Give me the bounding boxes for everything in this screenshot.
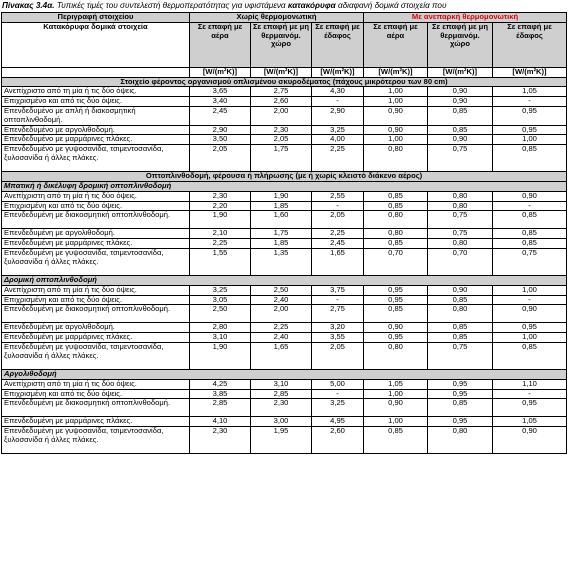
value-cell: 3,85 <box>190 389 251 399</box>
table-row <box>2 427 567 454</box>
value-cell: 0,90 <box>364 399 428 417</box>
u-values-table <box>1 12 567 454</box>
row-label: Επενδεδυμένη με μαρμάρινες πλάκες. <box>2 417 190 427</box>
value-cell: - <box>312 295 364 305</box>
value-cell: 1,55 <box>190 248 251 275</box>
value-cell: 2,55 <box>312 191 364 201</box>
value-cell: 0,85 <box>428 323 493 333</box>
row-label: Επενδεδυμένο με απλή ή διακοσμητική οπτοπλινθοδομή. <box>2 106 190 125</box>
value-cell: 0,85 <box>428 295 493 305</box>
value-cell: 3,75 <box>312 285 364 295</box>
table-row <box>2 323 567 333</box>
table-row <box>2 125 567 135</box>
table-row <box>2 248 567 275</box>
col-ground-1: Σε επαφή με έδαφος <box>312 22 364 67</box>
value-cell: 0,85 <box>428 399 493 417</box>
value-cell: 3,00 <box>251 417 312 427</box>
value-cell: 2,25 <box>251 323 312 333</box>
value-cell: 5,00 <box>312 379 364 389</box>
value-cell: 2,85 <box>251 389 312 399</box>
value-cell: 1,65 <box>251 342 312 369</box>
value-cell: 1,00 <box>364 389 428 399</box>
value-cell: 1,05 <box>493 87 567 97</box>
unit-1: [W/(m²K)] <box>190 67 251 77</box>
table-row <box>2 342 567 369</box>
row-label: Επενδεδυμένο με γυψοσανίδα, τσιμεντοσανίδα, ξυλοσανίδα ή άλλες πλάκες. <box>2 145 190 172</box>
row-label: Επενδεδυμένο με αργολιθοδομή. <box>2 125 190 135</box>
value-cell: 0,95 <box>364 285 428 295</box>
header-row-groups <box>2 13 567 23</box>
row-label: Επενδεδυμένη με αργολιθοδομή. <box>2 323 190 333</box>
value-cell: 2,80 <box>190 323 251 333</box>
table-row <box>2 97 567 107</box>
row-label: Επιχρισμένη και από τις δύο όψεις. <box>2 201 190 211</box>
value-cell: 0,90 <box>493 305 567 323</box>
value-cell: 2,40 <box>251 295 312 305</box>
value-cell: 0,85 <box>428 333 493 343</box>
value-cell: 0,85 <box>428 106 493 125</box>
value-cell: 1,00 <box>493 333 567 343</box>
value-cell: 0,95 <box>493 125 567 135</box>
value-cell: - <box>493 97 567 107</box>
value-cell: 0,80 <box>364 145 428 172</box>
value-cell: - <box>493 295 567 305</box>
value-cell: 0,90 <box>428 285 493 295</box>
subsection-title: Μπατική ή δικέλυφη δρομική οπτοπλινθοδομή <box>2 181 567 191</box>
value-cell: 3,25 <box>312 399 364 417</box>
unit-4: [W/(m²K)] <box>364 67 428 77</box>
value-cell: 0,90 <box>364 323 428 333</box>
value-cell: 2,45 <box>312 239 364 249</box>
value-cell: 0,90 <box>364 106 428 125</box>
table-row <box>2 135 567 145</box>
table-row <box>2 305 567 323</box>
value-cell: 2,90 <box>190 125 251 135</box>
table-row <box>2 389 567 399</box>
value-cell: 0,75 <box>428 229 493 239</box>
value-cell: 3,05 <box>190 295 251 305</box>
col-unheated-2: Σε επαφή με μη θερμαινόμ. χώρο <box>428 22 493 67</box>
table-row <box>2 87 567 97</box>
subsection-header-row <box>2 275 567 285</box>
value-cell: 4,30 <box>312 87 364 97</box>
value-cell: 0,90 <box>428 97 493 107</box>
row-label: Επιχρισμένη και από τις δύο όψεις. <box>2 295 190 305</box>
value-cell: 0,75 <box>428 211 493 229</box>
subsection-header-row <box>2 181 567 191</box>
row-label: Ανεπίχριστη από τη μία ή τις δύο όψεις. <box>2 191 190 201</box>
group-insufficient-insulation: Με ανεπαρκή θερμομονωτική <box>364 13 567 23</box>
row-label: Επενδεδυμένη με αργολιθοδομή. <box>2 229 190 239</box>
unit-2: [W/(m²K)] <box>251 67 312 77</box>
type-header: Κατακόρυφα δομικά στοιχεία <box>2 22 190 67</box>
table-row <box>2 211 567 229</box>
value-cell: 1,75 <box>251 229 312 239</box>
value-cell: 3,10 <box>190 333 251 343</box>
table-row <box>2 295 567 305</box>
table-row <box>2 106 567 125</box>
value-cell: 2,05 <box>251 135 312 145</box>
row-label: Επενδεδυμένη με διακοσμητική οπτοπλινθοδομή. <box>2 305 190 323</box>
value-cell: 0,85 <box>364 201 428 211</box>
value-cell: 2,60 <box>312 427 364 454</box>
row-label: Επενδεδυμένη με γυψοσανίδα, τσιμεντοσανίδα, ξυλοσανίδα ή άλλες πλάκες. <box>2 427 190 454</box>
header-row-columns <box>2 22 567 67</box>
value-cell: 1,60 <box>251 211 312 229</box>
value-cell: 0,95 <box>364 295 428 305</box>
value-cell: 3,40 <box>190 97 251 107</box>
row-label: Επενδεδυμένη με μαρμάρινες πλάκες. <box>2 239 190 249</box>
value-cell: 1,00 <box>493 285 567 295</box>
value-cell: 3,20 <box>312 323 364 333</box>
value-cell: 2,30 <box>190 427 251 454</box>
value-cell: 4,10 <box>190 417 251 427</box>
value-cell: 1,00 <box>364 87 428 97</box>
row-label: Ανεπίχριστο από τη μία ή τις δύο όψεις. <box>2 87 190 97</box>
value-cell: 2,40 <box>251 333 312 343</box>
value-cell: 0,85 <box>493 211 567 229</box>
value-cell: 1,35 <box>251 248 312 275</box>
subsection-title: Αργολιθοδομή <box>2 369 567 379</box>
value-cell: 0,95 <box>428 417 493 427</box>
row-label: Επενδεδυμένο με μαρμάρινες πλάκες. <box>2 135 190 145</box>
value-cell: 0,80 <box>428 191 493 201</box>
row-label: Ανεπίχριστη από τη μία ή τις δύο όψεις. <box>2 379 190 389</box>
value-cell: 1,00 <box>364 97 428 107</box>
value-cell: 0,90 <box>493 427 567 454</box>
value-cell: 2,45 <box>190 106 251 125</box>
value-cell: 2,60 <box>251 97 312 107</box>
caption-bold-word: κατακόρυφα <box>287 1 336 10</box>
value-cell: 0,95 <box>428 389 493 399</box>
value-cell: 4,95 <box>312 417 364 427</box>
value-cell: 1,90 <box>190 342 251 369</box>
section-header-row <box>2 172 567 182</box>
subsection-title: Δρομική οπτοπλινθοδομή <box>2 275 567 285</box>
row-label: Επενδεδυμένη με διακοσμητική οπτοπλινθοδομή. <box>2 399 190 417</box>
value-cell: 2,25 <box>312 145 364 172</box>
value-cell: 1,00 <box>493 135 567 145</box>
value-cell: 0,80 <box>428 305 493 323</box>
value-cell: 0,85 <box>493 239 567 249</box>
caption-text: Τυπικές τιμές του συντελεστή θερμοπερατότητας για υφιστάμενα <box>56 1 286 10</box>
value-cell: 0,85 <box>493 342 567 369</box>
table-row <box>2 399 567 417</box>
unit-5: [W/(m²K)] <box>428 67 493 77</box>
value-cell: 0,95 <box>364 333 428 343</box>
value-cell: 1,90 <box>251 191 312 201</box>
value-cell: 1,05 <box>364 379 428 389</box>
caption-text-after: αδιαφανή δομικά στοιχεία που <box>337 1 447 10</box>
value-cell: 2,00 <box>251 305 312 323</box>
value-cell: 0,95 <box>493 323 567 333</box>
value-cell: 1,00 <box>364 135 428 145</box>
value-cell: 0,80 <box>428 239 493 249</box>
value-cell: 2,10 <box>190 229 251 239</box>
value-cell: 0,95 <box>428 379 493 389</box>
value-cell: - <box>312 97 364 107</box>
value-cell: 1,00 <box>364 417 428 427</box>
value-cell: 0,95 <box>493 106 567 125</box>
value-cell: 0,90 <box>428 135 493 145</box>
subsection-header-row <box>2 369 567 379</box>
table-row <box>2 229 567 239</box>
value-cell: 1,85 <box>251 201 312 211</box>
value-cell: 2,00 <box>251 106 312 125</box>
value-cell: 3,25 <box>312 125 364 135</box>
value-cell: 0,85 <box>364 191 428 201</box>
value-cell: 0,80 <box>364 211 428 229</box>
row-label: Ανεπίχριστη από τη μία ή τις δύο όψεις. <box>2 285 190 295</box>
value-cell: 1,75 <box>251 145 312 172</box>
section-header-row <box>2 77 567 87</box>
unit-6: [W/(m²K)] <box>493 67 567 77</box>
value-cell: 2,20 <box>190 201 251 211</box>
value-cell: 0,70 <box>364 248 428 275</box>
caption-label: Πίνακας 3.4α. <box>2 1 55 10</box>
col-air-1: Σε επαφή με αέρα <box>190 22 251 67</box>
value-cell: 2,25 <box>190 239 251 249</box>
value-cell: 3,65 <box>190 87 251 97</box>
value-cell: 2,30 <box>251 125 312 135</box>
value-cell: 0,80 <box>364 342 428 369</box>
value-cell: 1,10 <box>493 379 567 389</box>
value-cell: - <box>312 389 364 399</box>
value-cell: 0,95 <box>493 399 567 417</box>
value-cell: 1,90 <box>190 211 251 229</box>
value-cell: 4,00 <box>312 135 364 145</box>
value-cell: 0,75 <box>428 342 493 369</box>
value-cell: 0,80 <box>428 201 493 211</box>
value-cell: 3,10 <box>251 379 312 389</box>
table-row <box>2 145 567 172</box>
section-title: Οπτοπλινθοδομή, φέρουσα ή πλήρωσης (με ή χωρίς κλειστό διάκενο αέρος) <box>2 172 567 182</box>
value-cell: 0,85 <box>428 125 493 135</box>
value-cell: 2,75 <box>312 305 364 323</box>
value-cell: 2,85 <box>190 399 251 417</box>
value-cell: 0,90 <box>364 125 428 135</box>
value-cell: 2,50 <box>190 305 251 323</box>
group-no-insulation: Χωρίς θερμομονωτική <box>190 13 364 23</box>
value-cell: 0,80 <box>428 427 493 454</box>
value-cell: 2,90 <box>312 106 364 125</box>
value-cell: 2,05 <box>190 145 251 172</box>
value-cell: - <box>493 389 567 399</box>
value-cell: 0,90 <box>493 191 567 201</box>
units-blank <box>2 67 190 77</box>
value-cell: 4,25 <box>190 379 251 389</box>
unit-3: [W/(m²K)] <box>312 67 364 77</box>
value-cell: 0,80 <box>364 229 428 239</box>
value-cell: 2,30 <box>190 191 251 201</box>
value-cell: 3,50 <box>190 135 251 145</box>
desc-header: Περιγραφή στοιχείου <box>2 13 190 23</box>
value-cell: 0,85 <box>364 239 428 249</box>
value-cell: 1,05 <box>493 417 567 427</box>
table-row <box>2 417 567 427</box>
table-row <box>2 191 567 201</box>
value-cell: 0,85 <box>493 145 567 172</box>
col-ground-2: Σε επαφή με έδαφος <box>493 22 567 67</box>
value-cell: 3,25 <box>190 285 251 295</box>
value-cell: 1,65 <box>312 248 364 275</box>
value-cell: 2,05 <box>312 342 364 369</box>
row-label: Επενδεδυμένη με μαρμάρινες πλάκες. <box>2 333 190 343</box>
value-cell: - <box>312 201 364 211</box>
col-air-2: Σε επαφή με αέρα <box>364 22 428 67</box>
row-label: Επενδεδυμένη με διακοσμητική οπτοπλινθοδομή. <box>2 211 190 229</box>
col-unheated-1: Σε επαφή με μη θερμαινόμ. χώρο <box>251 22 312 67</box>
units-row <box>2 67 567 77</box>
value-cell: 2,75 <box>251 87 312 97</box>
value-cell: 2,30 <box>251 399 312 417</box>
value-cell: 0,70 <box>428 248 493 275</box>
value-cell: 0,85 <box>364 305 428 323</box>
value-cell: 1,95 <box>251 427 312 454</box>
value-cell: 1,85 <box>251 239 312 249</box>
value-cell: 3,55 <box>312 333 364 343</box>
value-cell: 2,50 <box>251 285 312 295</box>
table-row <box>2 239 567 249</box>
table-row <box>2 333 567 343</box>
value-cell: 0,85 <box>493 229 567 239</box>
table-caption <box>0 0 568 12</box>
row-label: Επενδεδυμένη με γυψοσανίδα, τσιμεντοσανίδα, ξυλοσανίδα ή άλλες πλάκες. <box>2 248 190 275</box>
value-cell: 2,05 <box>312 211 364 229</box>
value-cell: 0,75 <box>493 248 567 275</box>
value-cell: - <box>493 201 567 211</box>
table-row <box>2 285 567 295</box>
value-cell: 2,25 <box>312 229 364 239</box>
row-label: Επιχρισμένο και από τις δύο όψεις. <box>2 97 190 107</box>
table-row <box>2 201 567 211</box>
section-title: Στοιχείο φέροντος οργανισμού οπλισμένου σκυροδέματος (πάχους μικρότερου των 80 cm) <box>2 77 567 87</box>
table-row <box>2 379 567 389</box>
value-cell: 0,85 <box>364 427 428 454</box>
value-cell: 0,90 <box>428 87 493 97</box>
value-cell: 0,75 <box>428 145 493 172</box>
row-label: Επιχρισμένη και από τις δύο όψεις. <box>2 389 190 399</box>
row-label: Επενδεδυμένη με γυψοσανίδα, τσιμεντοσανίδα, ξυλοσανίδα ή άλλες πλάκες. <box>2 342 190 369</box>
